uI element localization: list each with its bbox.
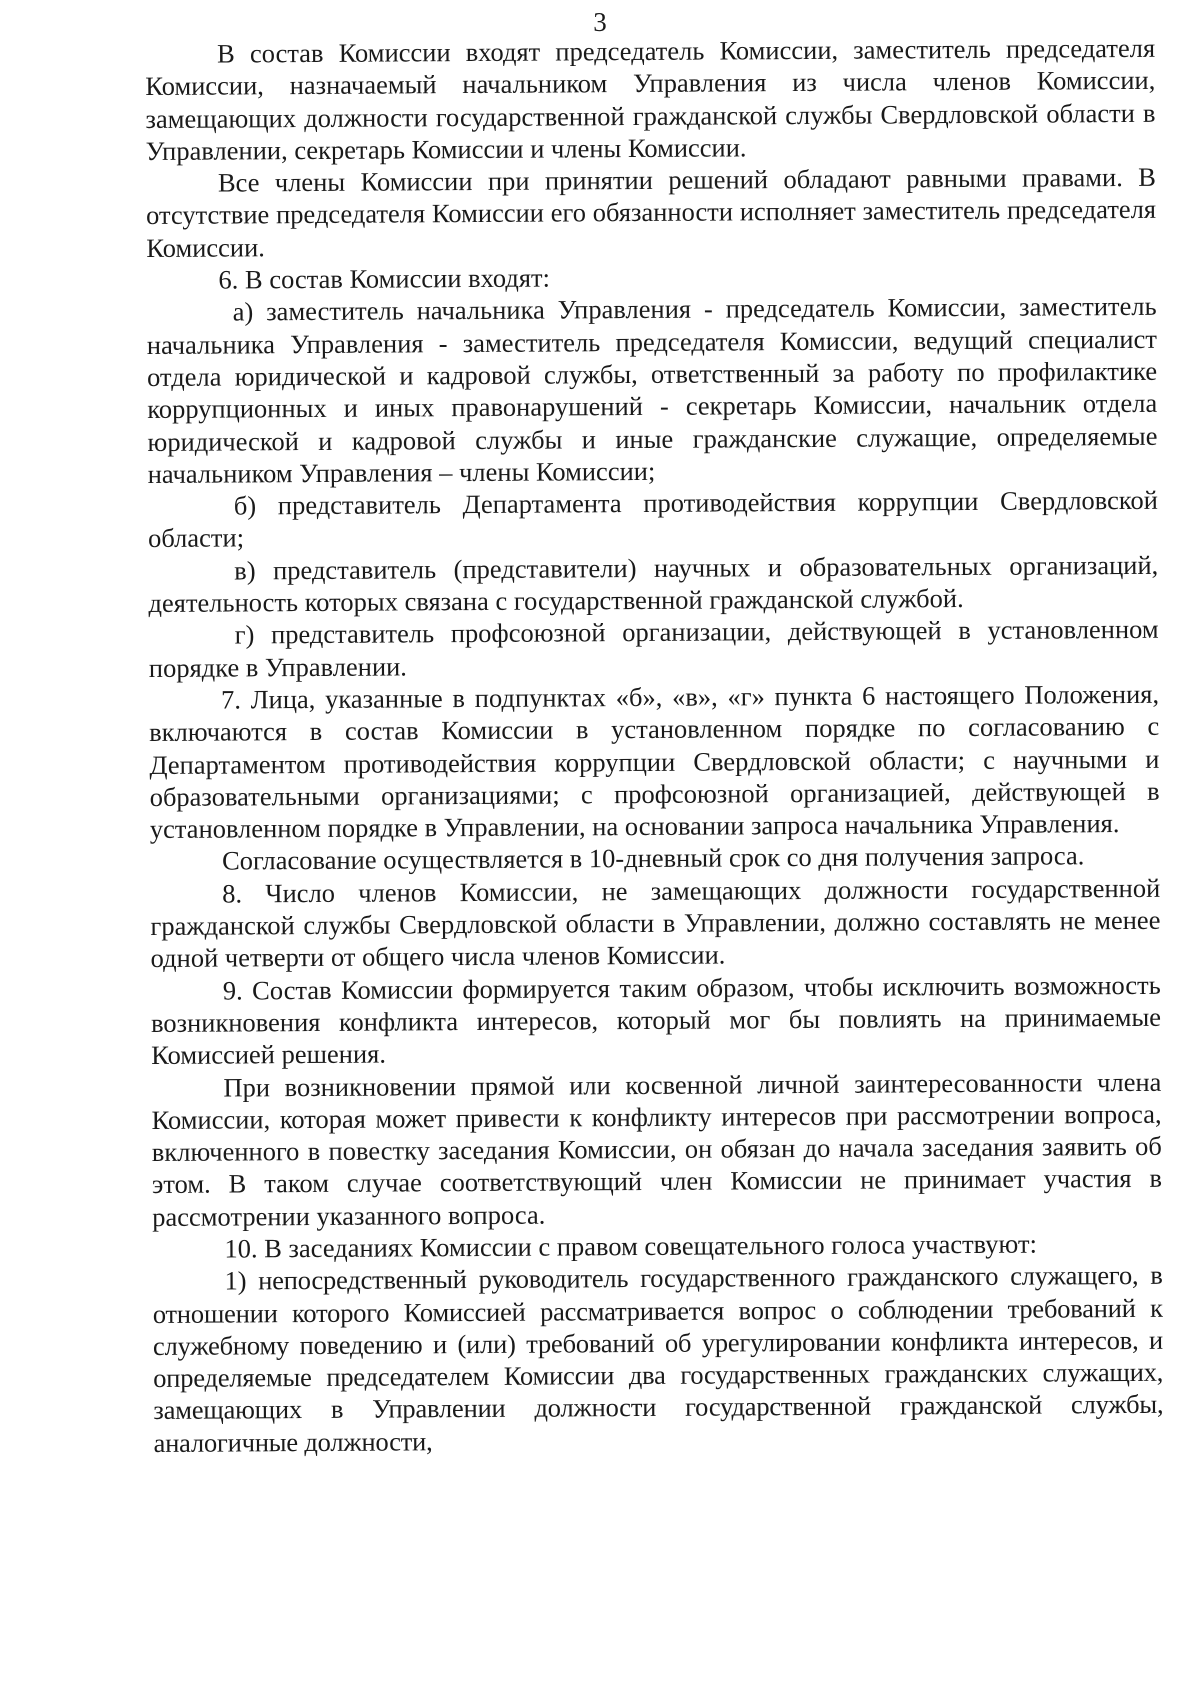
paragraph-item-6g: г) представитель профсоюзной организации, действующей в установленном порядке в Управлении. (148, 614, 1159, 683)
document-body (145, 32, 1164, 1459)
paragraph-approval-term: Согласование осуществляется в 10-дневный срок со дня получения запроса. (221, 840, 1085, 876)
paragraph-item-8: 8. Число членов Комиссии, не замещающих должности государственной гражданской службы Свердловской области в Управлении, должно составлять не менее одной четверти от общего числа членов Комиссии. (150, 872, 1161, 974)
paragraph-item-7: 7. Лица, указанные в подпунктах «б», «в», «г» пункта 6 настоящего Положения, включаются в состав Комиссии в установленном порядке по согласованию с Департаментом противодействия коррупции Свердловской области; с научными и образовательными организациями; с профсоюзной организацией, действующей в установленном порядке в Управлении, на основании запроса начальника Управления. (149, 678, 1160, 845)
paragraph-item-6v: в) представитель (представители) научных и образовательных организаций, деятельность которых связана с государственной гражданской службой. (148, 549, 1159, 619)
paragraph-item-10-heading: 10. В заседаниях Комиссии с правом совещательного голоса участвуют: (224, 1228, 1037, 1264)
paragraph-equal-rights: Все члены Комиссии при принятии решений обладают равными правами. В отсутствие председателя Комиссии его обязанности исполняет заместитель председателя Комиссии. (145, 162, 1157, 263)
paragraph-item-9: 9. Состав Комиссии формируется таким образом, чтобы исключить возможность возникновения конфликта интересов, который мог бы повлиять на принимаемые Комиссией решения. (150, 969, 1162, 1071)
paragraph-conflict-of-interest: При возникновении прямой или косвенной личной заинтересованности члена Комиссии, которая может привести к конфликту интересов при рассмотрении вопроса, включенного в повестку заседания Комиссии, он обязан до начала заседания заявить об этом. В таком случае соответствующий член Комиссии не принимает участия в рассмотрении указанного вопроса. (151, 1066, 1163, 1232)
paragraph-item-6a: а) заместитель начальника Управления - председатель Комиссии, заместитель начальника Управления - заместитель председателя Комиссии, ведущий специалист отдела юридической и кадровой службы, ответственный за работу по профилактике коррупционных и иных правонарушений - секретарь Комиссии, начальник отдела юридической и кадровой службы и иные гражданские служащие, определяемые начальником Управления – члены Комиссии; (146, 291, 1158, 489)
page-number: 3 (593, 7, 607, 37)
paragraph-item-6b: б) представитель Департамента противодействия коррупции Свердловской области; (147, 484, 1158, 554)
paragraph-item-6-heading: 6. В состав Комиссии входят: (218, 262, 551, 295)
paragraph-item-10-1: 1) непосредственный руководитель государственного гражданского служащего, в отношении которого Комиссией рассматривается вопрос о соблюдении требований к служебному поведению и (или) требований об урегулировании конфликта интересов, и определяемые председателем Комиссии два государственных гражданских служащих, замещающих в Управлении должности государственной гражданской службы, аналогичные должности, (152, 1260, 1164, 1458)
paragraph-commission-composition: В состав Комиссии входят председатель Комиссии, заместитель председателя Комиссии, назначаемый начальником Управления из числа членов Комиссии, замещающих должности государственной гражданской службы Свердловской области в Управлении, секретарь Комиссии и члены Комиссии. (145, 32, 1156, 166)
